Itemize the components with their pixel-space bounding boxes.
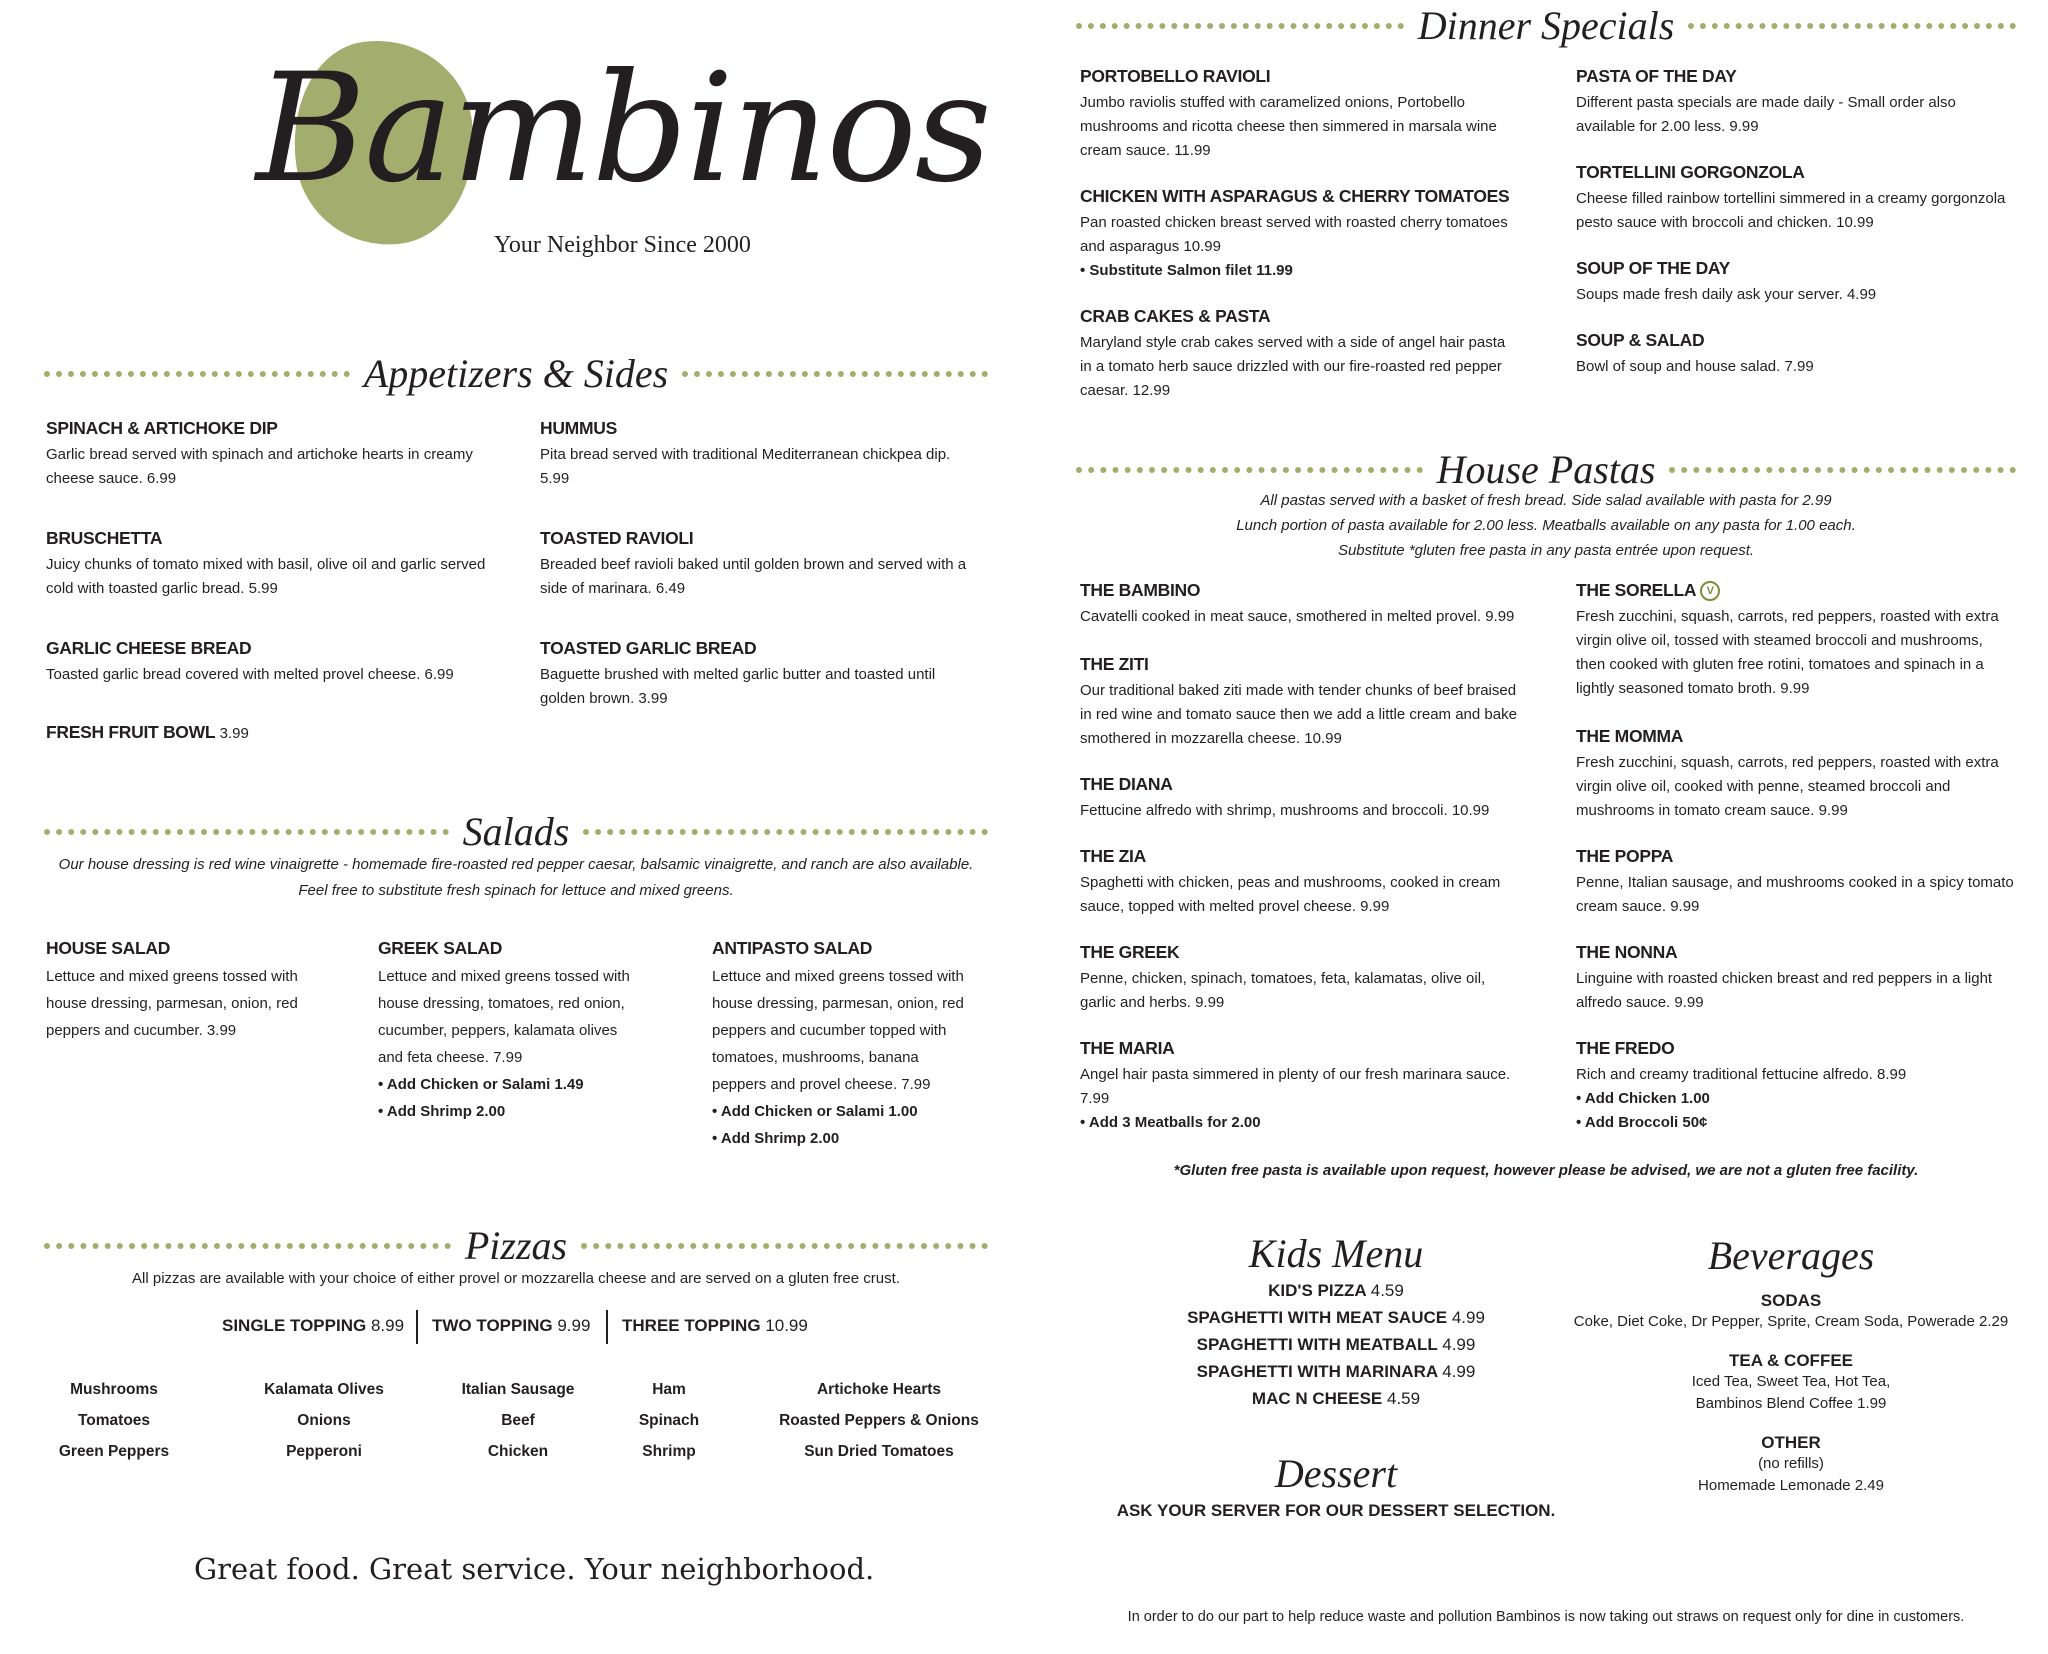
menu-item: [540, 418, 980, 491]
item-desc: Our traditional baked ziti made with tender chunks of beef braised in red wine and tomato sauce then we add a little cream and bake smothered in mozzarella cheese. 10.99: [1080, 682, 1517, 747]
item-desc: Different pasta specials are made daily - Small order also available for 2.00 less. 9.99: [1576, 94, 1956, 135]
item-name: BRUSCHETTA: [46, 528, 163, 548]
kids-item-price: 4.59: [1387, 1389, 1421, 1408]
item-name: THE ZITI: [1080, 654, 1149, 674]
item-name: PORTOBELLO RAVIOLI: [1080, 66, 1271, 86]
beverage-group-text: Bambinos Blend Coffee 1.99: [1695, 1395, 1887, 1412]
item-name: THE MARIA: [1080, 1038, 1175, 1058]
salads-header: [44, 808, 988, 855]
appetizers-header: [44, 350, 988, 397]
menu-item: [1080, 846, 1520, 919]
menu-item: [1080, 186, 1520, 283]
topping: Onions: [297, 1412, 351, 1429]
item-name: THE MOMMA: [1576, 726, 1684, 746]
salads-note-line: Our house dressing is red wine vinaigrette - homemade fire-roasted red pepper caesar, balsamic vinaigrette, and ranch are also available.: [58, 856, 974, 873]
menu-item: [1576, 66, 2016, 139]
menu-item: [540, 638, 980, 711]
item-desc: Bowl of soup and house salad. 7.99: [1576, 358, 1814, 375]
topping: Roasted Peppers & Onions: [779, 1412, 979, 1429]
pizza-option-price: 8.99: [370, 1316, 405, 1335]
menu-item: [1576, 942, 2016, 1015]
menu-item: [1576, 330, 2016, 379]
menu-item: [540, 528, 980, 601]
item-name: HUMMUS: [540, 418, 617, 438]
topping-column: [234, 1374, 414, 1467]
item-name-text: THE SORELLA: [1576, 580, 1696, 600]
straws-note: In order to do our part to help reduce waste and pollution Bambinos is now taking out straws on request only for dine in customers.: [1127, 1609, 1965, 1625]
house-pastas-note-line: All pastas served with a basket of fresh bread. Side salad available with pasta for 2.99: [1260, 492, 1832, 509]
topping: Chicken: [487, 1443, 549, 1460]
menu-item: [1080, 66, 1520, 163]
kids-item-name: SPAGHETTI WITH MEAT SAUCE: [1187, 1308, 1448, 1327]
gluten-note: *Gluten free pasta is available upon request, however please be advised, we are not a gluten free facility.: [1173, 1162, 1919, 1179]
beverage-group-name: SODAS: [1760, 1291, 1822, 1310]
salads-note-line: Feel free to substitute fresh spinach for lettuce and mixed greens.: [298, 882, 734, 899]
item-desc: Fettucine alfredo with shrimp, mushrooms and broccoli. 10.99: [1080, 802, 1490, 819]
menu-item: [1576, 1038, 2016, 1135]
topping-column: [428, 1374, 608, 1467]
topping: Sun Dried Tomatoes: [804, 1443, 954, 1460]
item-desc: Breaded beef ravioli baked until golden brown and served with a side of marinara. 6.49: [540, 556, 967, 597]
pizza-option-price: 10.99: [765, 1316, 808, 1335]
menu-item: [46, 418, 486, 491]
dinner-specials-title: Dinner Specials: [1417, 3, 1675, 48]
item-desc: Angel hair pasta simmered in plenty of our fresh marinara sauce. 7.99: [1080, 1066, 1511, 1107]
slogan: Great food. Great service. Your neighborhood.: [194, 1552, 875, 1586]
beverage-group-text: Iced Tea, Sweet Tea, Hot Tea,: [1691, 1373, 1891, 1390]
item-desc: Garlic bread served with spinach and artichoke hearts in creamy cheese sauce. 6.99: [46, 446, 473, 487]
topping: Italian Sausage: [461, 1381, 575, 1398]
item-name: ANTIPASTO SALAD: [712, 938, 873, 958]
item-name: SOUP & SALAD: [1576, 330, 1705, 350]
item-desc: Cheese filled rainbow tortellini simmered in a creamy gorgonzola pesto sauce with broccoli and chicken. 10.99: [1576, 190, 2006, 231]
item-name: FRESH FRUIT BOWL: [46, 722, 216, 742]
item-addon: • Add Chicken or Salami 1.00: [712, 1103, 918, 1120]
item-name: HOUSE SALAD: [46, 938, 171, 958]
pizza-option-name: TWO TOPPING: [432, 1316, 553, 1335]
pizza-option-name: THREE TOPPING: [622, 1316, 761, 1335]
menu-item: [1080, 774, 1520, 823]
kids-item-name: SPAGHETTI WITH MEATBALL: [1196, 1335, 1438, 1354]
item-name: SOUP OF THE DAY: [1576, 258, 1731, 278]
kids-item-price: 4.99: [1442, 1362, 1476, 1381]
topping: Ham: [652, 1381, 686, 1398]
item-desc: Soups made fresh daily ask your server. 4.99: [1576, 286, 1877, 303]
house-pastas-note-line: Substitute *gluten free pasta in any pasta entrée upon request.: [1337, 542, 1755, 559]
salads-title: Salads: [462, 809, 570, 854]
item-name: TOASTED RAVIOLI: [540, 528, 694, 548]
menu-item: [46, 528, 486, 601]
topping: Shrimp: [642, 1443, 696, 1460]
item-desc: Linguine with roasted chicken breast and red peppers in a light alfredo sauce. 9.99: [1576, 970, 1993, 1011]
item-desc: Rich and creamy traditional fettucine alfredo. 8.99: [1576, 1066, 1907, 1083]
item-desc: Toasted garlic bread covered with melted provel cheese. 6.99: [46, 666, 454, 683]
topping: Pepperoni: [286, 1443, 362, 1460]
item-addon: • Add Chicken or Salami 1.49: [378, 1076, 584, 1093]
item-name: TOASTED GARLIC BREAD: [540, 638, 757, 658]
kids-item: [1146, 1304, 1526, 1331]
house-pastas-note: [1076, 488, 2016, 563]
beverages-title: Beverages: [1707, 1233, 1875, 1278]
item-addon: • Add Shrimp 2.00: [378, 1103, 506, 1120]
beverages: [1566, 1232, 2016, 1497]
item-desc: Maryland style crab cakes served with a side of angel hair pasta in a tomato herb sauce drizzled with our fire-roasted red pepper caesar. 12.99: [1080, 334, 1506, 399]
menu-item: [1576, 846, 2016, 919]
item-name: GARLIC CHEESE BREAD: [46, 638, 252, 658]
dessert: [1116, 1450, 1556, 1524]
house-pastas-title: House Pastas: [1436, 447, 1656, 492]
left-page: [44, 0, 988, 1654]
logo-wordmark: Bambinos: [256, 42, 990, 216]
topping-column: [44, 1374, 184, 1467]
pizza-option-name: SINGLE TOPPING: [222, 1316, 367, 1335]
vegetarian-icon: V: [1700, 581, 1720, 601]
beverage-group-name: OTHER: [1761, 1433, 1821, 1452]
kids-item: [1146, 1385, 1526, 1412]
item-addon: • Add Chicken 1.00: [1576, 1090, 1710, 1107]
menu-item: [1080, 1038, 1520, 1135]
house-pastas-note-line: Lunch portion of pasta available for 2.00 less. Meatballs available on any pasta for 1.00 each.: [1236, 517, 1856, 534]
topping: Artichoke Hearts: [816, 1381, 942, 1398]
dessert-text: ASK YOUR SERVER FOR OUR DESSERT SELECTION.: [1116, 1501, 1556, 1520]
menu-item: [1080, 942, 1520, 1015]
topping: Mushrooms: [70, 1381, 158, 1398]
item-desc: Fresh zucchini, squash, carrots, red peppers, roasted with extra virgin olive oil, tossed with steamed broccoli and mushrooms, then cooked with gluten free rotini, tomatoes and spinach in a lightly seasoned tomato broth. 9.99: [1576, 608, 1999, 698]
item-price: 3.99: [219, 725, 249, 742]
dessert-title: Dessert: [1274, 1451, 1398, 1496]
beverage-group-text: (no refills): [1758, 1455, 1824, 1472]
bambinos-logo: [244, 36, 990, 266]
topping: Kalamata Olives: [264, 1381, 384, 1398]
salads-note: [44, 852, 988, 904]
item-desc: Fresh zucchini, squash, carrots, red peppers, roasted with extra virgin olive oil, cooked with penne, steamed broccoli and mushrooms in tomato cream sauce. 9.99: [1576, 754, 1999, 819]
item-name: CHICKEN WITH ASPARAGUS & CHERRY TOMATOES: [1080, 186, 1510, 206]
item-desc: Pita bread served with traditional Mediterranean chickpea dip. 5.99: [540, 446, 951, 487]
item-desc: Lettuce and mixed greens tossed with house dressing, parmesan, onion, red peppers and cucumber topped with tomatoes, mushrooms, banana peppers and provel cheese. 7.99: [712, 968, 964, 1093]
kids-item: [1146, 1277, 1526, 1304]
item-name: THE FREDO: [1576, 1038, 1675, 1058]
item-name: PASTA OF THE DAY: [1576, 66, 1737, 86]
item-name: TORTELLINI GORGONZOLA: [1576, 162, 1805, 182]
pizzas-title: Pizzas: [464, 1223, 568, 1268]
kids-item-name: MAC N CHEESE: [1251, 1389, 1383, 1408]
topping-column: [764, 1374, 994, 1467]
item-name: CRAB CAKES & PASTA: [1080, 306, 1271, 326]
menu-item: [1080, 580, 1520, 629]
pizza-option: [432, 1316, 590, 1336]
beverage-group-name: TEA & COFFEE: [1728, 1351, 1854, 1370]
menu-item: [378, 938, 642, 1125]
item-desc: Cavatelli cooked in meat sauce, smothered in melted provel. 9.99: [1080, 608, 1515, 625]
item-name: GREEK SALAD: [378, 938, 503, 958]
pizzas-note: All pizzas are available with your choice of either provel or mozzarella cheese and are served on a gluten free crust.: [132, 1270, 900, 1287]
menu-item: [1080, 654, 1520, 751]
pizza-option-price: 9.99: [557, 1316, 591, 1335]
topping-column: [624, 1374, 714, 1467]
topping: Beef: [501, 1412, 535, 1429]
kids-item-price: 4.99: [1442, 1335, 1476, 1354]
menu-item: [1576, 726, 2016, 823]
kids-item-name: KID'S PIZZA: [1268, 1281, 1367, 1300]
item-name: [1576, 580, 2016, 601]
item-desc: Lettuce and mixed greens tossed with house dressing, parmesan, onion, red peppers and cucumber. 3.99: [46, 968, 298, 1039]
kids-item: [1146, 1331, 1526, 1358]
beverage-group-text: Homemade Lemonade 2.49: [1698, 1477, 1884, 1494]
item-name: SPINACH & ARTICHOKE DIP: [46, 418, 278, 438]
topping: Spinach: [638, 1412, 700, 1429]
menu-item: [46, 722, 486, 743]
house-pastas-header: [1076, 446, 2016, 493]
topping: Green Peppers: [58, 1443, 170, 1460]
item-desc: Spaghetti with chicken, peas and mushrooms, cooked in cream sauce, topped with melted provel cheese. 9.99: [1080, 874, 1501, 915]
pizza-option: [622, 1316, 808, 1336]
item-addon: • Add 3 Meatballs for 2.00: [1080, 1114, 1261, 1131]
kids-item-name: SPAGHETTI WITH MARINARA: [1196, 1362, 1438, 1381]
item-desc: Penne, chicken, spinach, tomatoes, feta, kalamatas, olive oil, garlic and herbs. 9.99: [1080, 970, 1486, 1011]
kids-menu: [1146, 1230, 1526, 1412]
kids-menu-title: Kids Menu: [1248, 1231, 1424, 1276]
item-desc: Jumbo raviolis stuffed with caramelized onions, Portobello mushrooms and ricotta cheese then simmered in marsala wine cream sauce. 11.99: [1080, 94, 1497, 159]
item-name: THE NONNA: [1576, 942, 1678, 962]
menu-item: [1576, 580, 2016, 701]
item-name: THE BAMBINO: [1080, 580, 1201, 600]
item-name: THE POPPA: [1576, 846, 1674, 866]
item-desc: Pan roasted chicken breast served with roasted cherry tomatoes and asparagus 10.99: [1080, 214, 1508, 255]
item-name: THE DIANA: [1080, 774, 1173, 794]
menu-item: [46, 638, 486, 687]
menu-item: [46, 938, 308, 1044]
menu-item: [1576, 258, 2016, 307]
logo-tagline: Your Neighbor Since 2000: [494, 232, 751, 258]
divider: [606, 1310, 608, 1344]
item-desc: Baguette brushed with melted garlic butter and toasted until golden brown. 3.99: [540, 666, 936, 707]
kids-item-price: 4.99: [1451, 1308, 1485, 1327]
dinner-specials-header: [1076, 2, 2016, 49]
kids-item: [1146, 1358, 1526, 1385]
item-addon: • Add Broccoli 50¢: [1576, 1114, 1708, 1131]
item-desc: Lettuce and mixed greens tossed with house dressing, tomatoes, red onion, cucumber, peppers, kalamata olives and feta cheese. 7.99: [378, 968, 630, 1066]
appetizers-title: Appetizers & Sides: [363, 351, 669, 396]
menu-item: [1576, 162, 2016, 235]
item-desc: Penne, Italian sausage, and mushrooms cooked in a spicy tomato cream sauce. 9.99: [1576, 874, 2014, 915]
item-addon: • Substitute Salmon filet 11.99: [1080, 262, 1293, 279]
beverage-group-text: Coke, Diet Coke, Dr Pepper, Sprite, Cream Soda, Powerade 2.29: [1573, 1313, 2009, 1330]
item-name: THE ZIA: [1080, 846, 1146, 866]
item-addon: • Add Shrimp 2.00: [712, 1130, 840, 1147]
item-name: THE GREEK: [1080, 942, 1180, 962]
pizza-option: [222, 1316, 404, 1336]
divider: [416, 1310, 418, 1344]
item-desc: Juicy chunks of tomato mixed with basil, olive oil and garlic served cold with toasted garlic bread. 5.99: [46, 556, 486, 597]
kids-item-price: 4.59: [1370, 1281, 1404, 1300]
pizzas-header: [44, 1222, 988, 1269]
topping: Tomatoes: [77, 1412, 151, 1429]
menu-item: [712, 938, 974, 1152]
menu-item: [1080, 306, 1520, 403]
right-page: [1076, 0, 2016, 1654]
